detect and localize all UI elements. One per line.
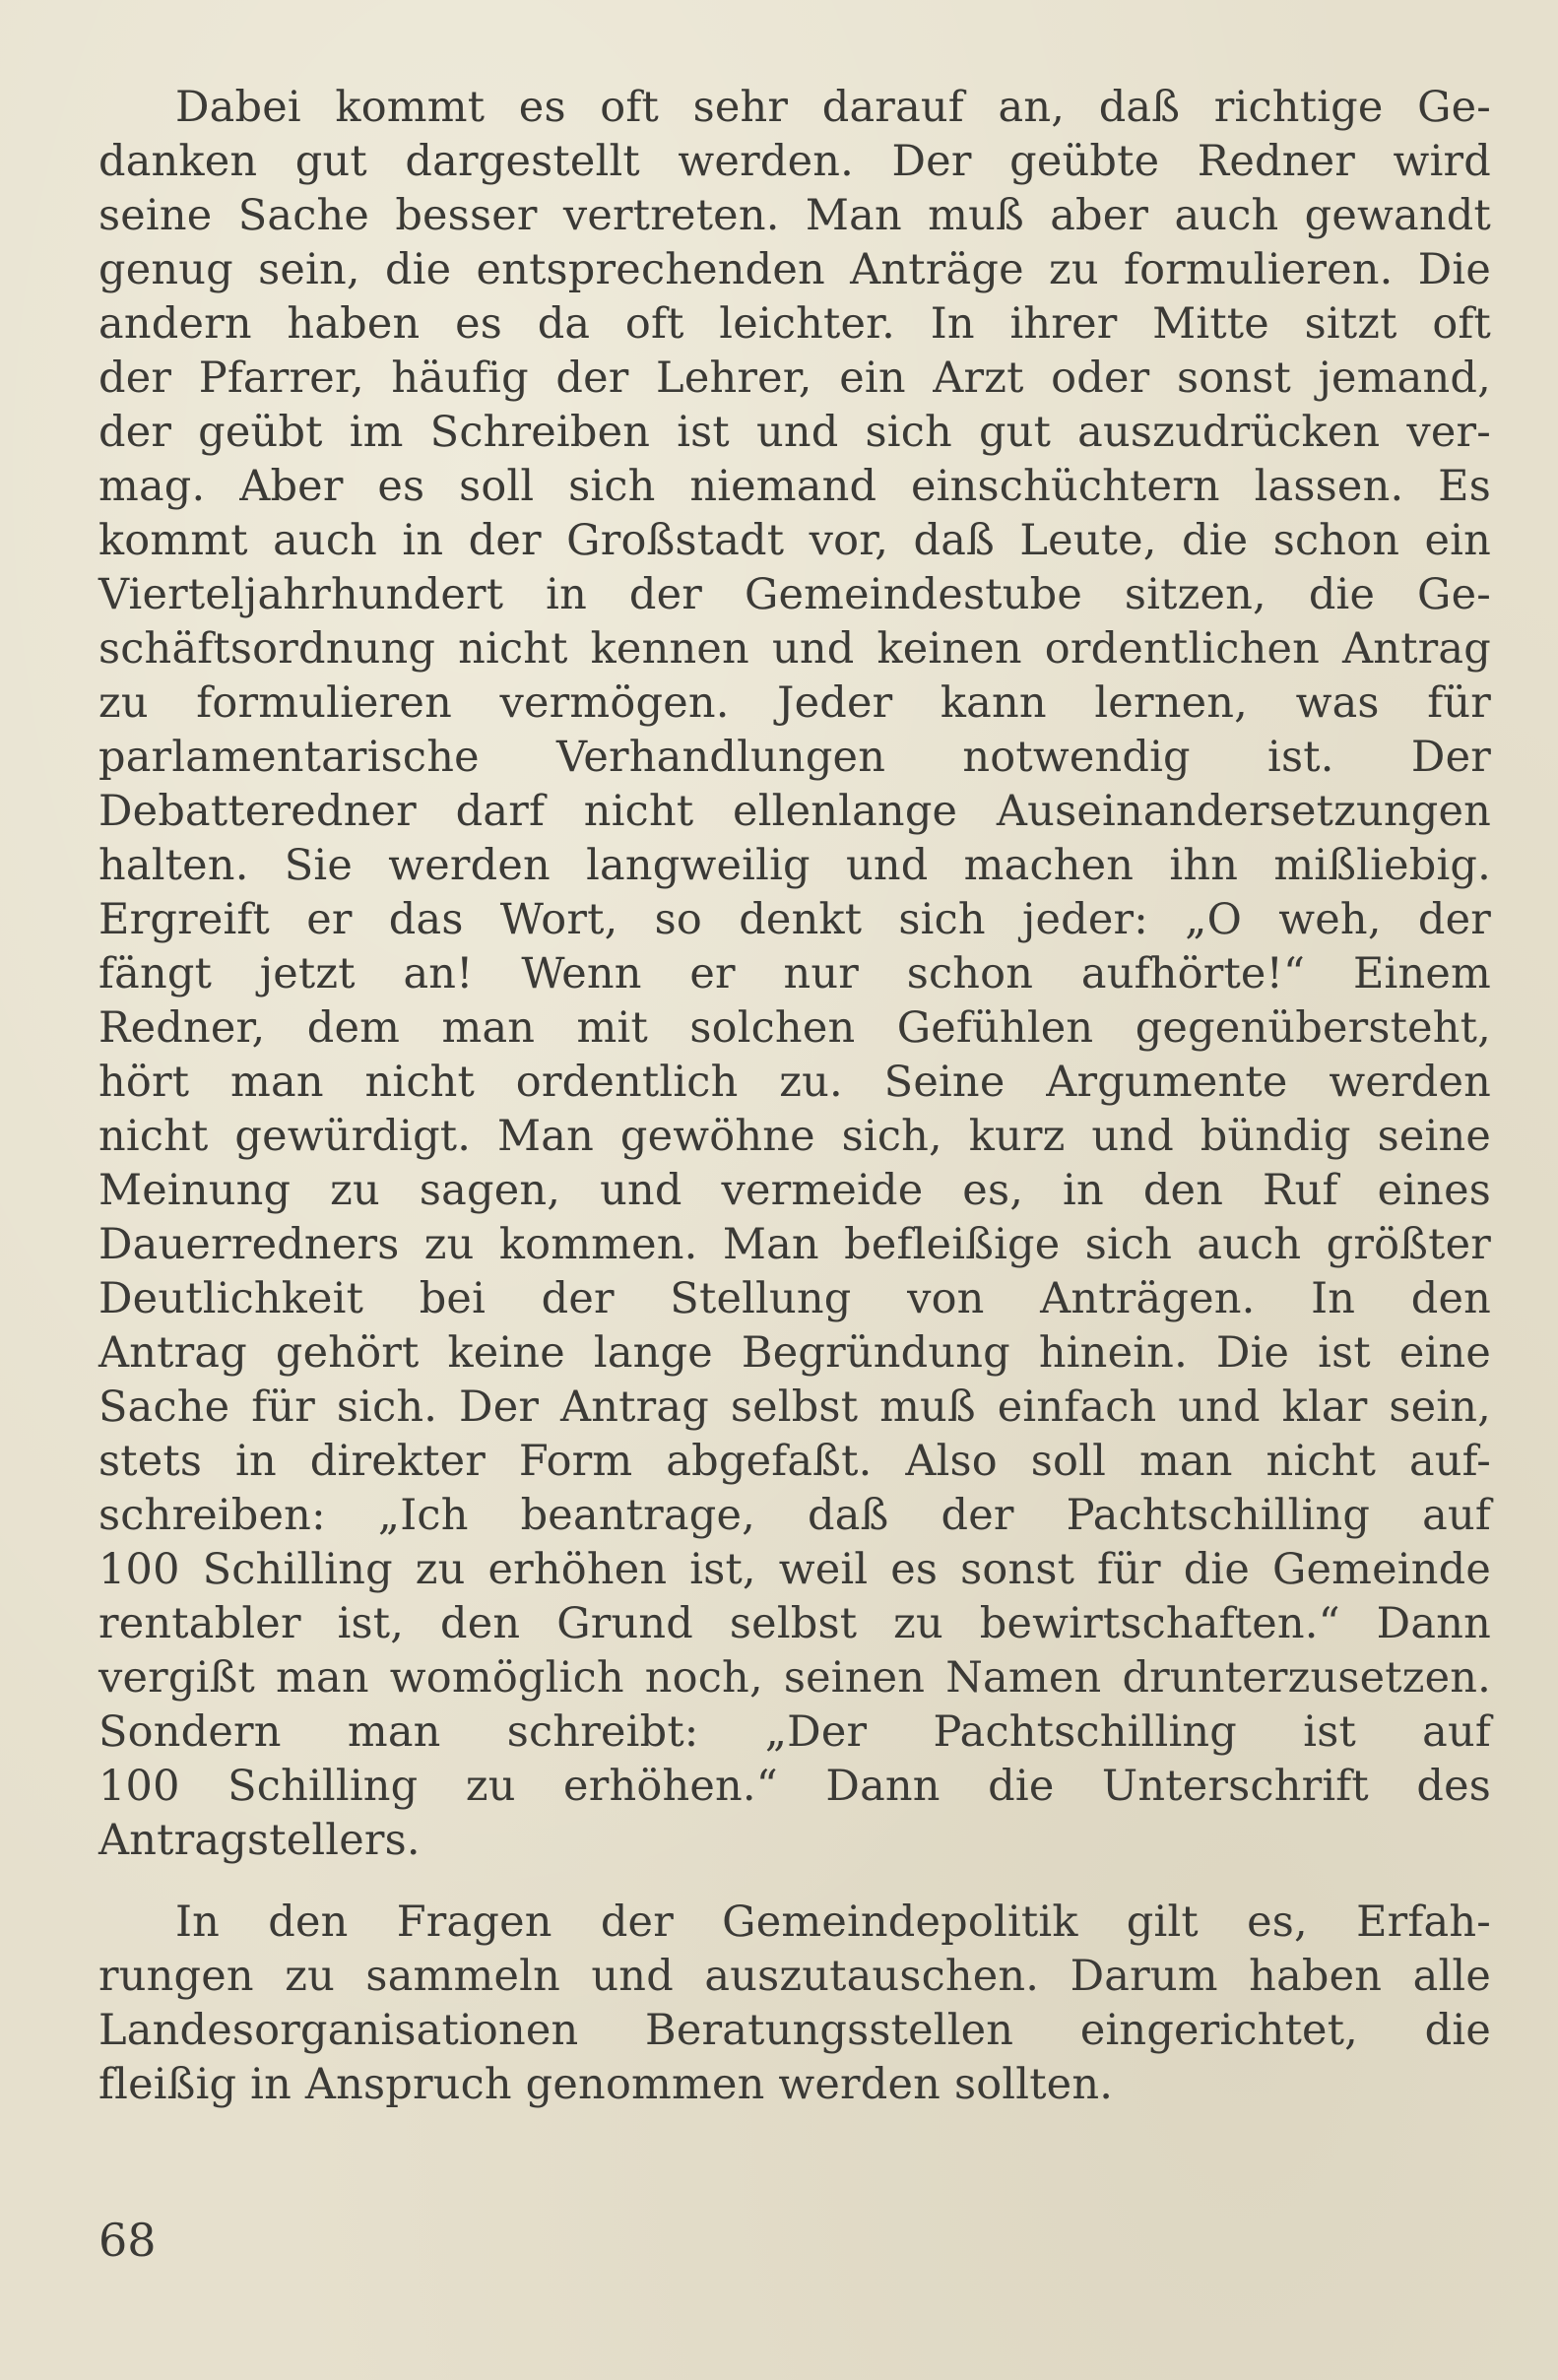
text-line: Redner, dem man mit solchen Gefühlen gegenübersteht, [98, 1003, 1491, 1053]
text-line: 100 Schilling zu erhöhen.“ Dann die Unterschrift des [98, 1762, 1491, 1811]
text-line: fängt jetzt an! Wenn er nur schon aufhörte!“ Einem [98, 949, 1491, 998]
paragraph-2 [98, 1896, 1491, 2112]
text-line: rungen zu sammeln und auszutauschen. Darum haben alle [98, 1952, 1491, 2001]
text-line: mag. Aber es soll sich niemand einschüchtern lassen. Es [98, 462, 1491, 511]
text-line: andern haben es da oft leichter. In ihrer Mitte sitzt oft [98, 299, 1491, 349]
text-line: Landesorganisationen Beratungsstellen eingerichtet, die [98, 2006, 1491, 2055]
text-line: rentabler ist, den Grund selbst zu bewirtschaften.“ Dann [98, 1599, 1491, 1648]
text-line: Dabei kommt es oft sehr darauf an, daß richtige Ge- [175, 83, 1491, 132]
text-line: Vierteljahrhundert in der Gemeindestube sitzen, die Ge- [98, 570, 1491, 619]
text-line: fleißig in Anspruch genommen werden sollten. [98, 2060, 1114, 2109]
text-line: parlamentarische Verhandlungen notwendig ist. Der [98, 733, 1491, 782]
text-line: Meinung zu sagen, und vermeide es, in den Ruf eines [98, 1166, 1491, 1215]
text-line: schäftsordnung nicht kennen und keinen ordentlichen Antrag [98, 624, 1491, 674]
paragraph-1 [98, 81, 1491, 1868]
text-line: Antragstellers. [98, 1816, 421, 1865]
text-line: vergißt man womöglich noch, seinen Namen drunterzusetzen. [98, 1653, 1491, 1703]
text-line: schreiben: „Ich beantrage, daß der Pachtschilling auf [98, 1491, 1491, 1540]
text-line: der geübt im Schreiben ist und sich gut auszudrücken ver- [98, 408, 1491, 457]
text-line: nicht gewürdigt. Man gewöhne sich, kurz und bündig seine [98, 1112, 1491, 1161]
text-line: genug sein, die entsprechenden Anträge zu formulieren. Die [98, 245, 1491, 294]
text-line: Debatteredner darf nicht ellenlange Auseinandersetzungen [98, 787, 1491, 836]
text-line: Dauerredners zu kommen. Man befleißige sich auch größter [98, 1220, 1491, 1269]
text-line: Sondern man schreibt: „Der Pachtschilling ist auf [98, 1707, 1491, 1757]
text-line: halten. Sie werden langweilig und machen ihn mißliebig. [98, 841, 1491, 890]
body-text [98, 81, 1491, 2112]
text-line: der Pfarrer, häufig der Lehrer, ein Arzt oder sonst jemand, [98, 354, 1491, 403]
text-line: Deutlichkeit bei der Stellung von Anträgen. In den [98, 1274, 1491, 1323]
text-line: seine Sache besser vertreten. Man muß aber auch gewandt [98, 191, 1491, 240]
text-line: Antrag gehört keine lange Begründung hinein. Die ist eine [98, 1328, 1491, 1378]
text-line: 100 Schilling zu erhöhen ist, weil es sonst für die Gemeinde [98, 1545, 1491, 1594]
page-number: 68 [98, 2214, 157, 2267]
text-line: Sache für sich. Der Antrag selbst muß einfach und klar sein, [98, 1383, 1491, 1432]
text-line: In den Fragen der Gemeindepolitik gilt es, Erfah- [175, 1898, 1491, 1947]
text-line: hört man nicht ordentlich zu. Seine Argumente werden [98, 1058, 1491, 1107]
text-line: danken gut dargestellt werden. Der geübte Redner wird [98, 137, 1491, 186]
text-line: Ergreift er das Wort, so denkt sich jeder: „O weh, der [98, 895, 1491, 944]
text-line: kommt auch in der Großstadt vor, daß Leute, die schon ein [98, 516, 1491, 565]
text-line: stets in direkter Form abgefaßt. Also soll man nicht auf- [98, 1437, 1491, 1486]
text-line: zu formulieren vermögen. Jeder kann lernen, was für [98, 678, 1491, 728]
